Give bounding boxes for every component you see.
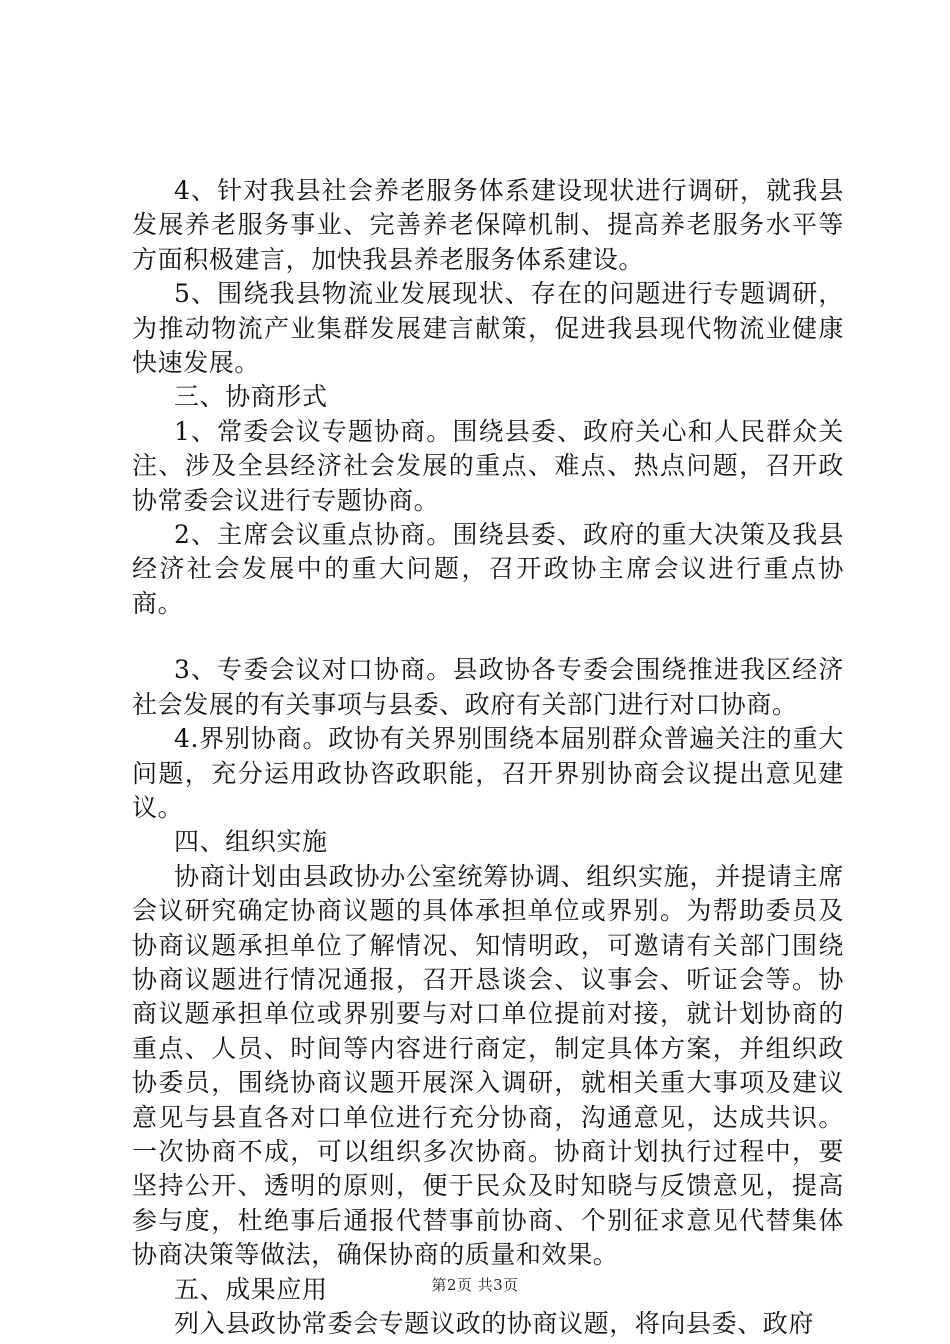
paragraph-form-3: 3、专委会议对口协商。县政协各专委会围绕推进我区经济社会发展的有关事项与县委、政府有关部门进行对口协商。: [132, 655, 844, 719]
paragraph-implementation: 协商计划由县政协办公室统筹协调、组织实施，并提请主席会议研究确定协商议题的具体承担单位或界别。为帮助委员及协商议题承担单位了解情况、知情明政，可邀请有关部门围绕协商议题进行情况通报，召开恳谈会、议事会、听证会等。协商议题承担单位或界别要与对口单位提前对接，就计划协商的重点、人员、时间等内容进行商定，制定具体方案，并组织政协委员，围绕协商议题开展深入调研，就相关重大事项及建议意见与县直各对口单位进行充分协商，沟通意见，达成共识。一次协商不成，可以组织多次协商。协商计划执行过程中，要坚持公开、透明的原则，便于民众及时知晓与反馈意见，提高参与度，杜绝事后通报代替事前协商、个别征求意见代替集体协商决策等做法，确保协商的质量和效果。: [132, 861, 844, 1270]
page-footer: 第2页 共3页: [431, 1276, 519, 1294]
paragraph-form-4: 4.界别协商。政协有关界别围绕本届别群众普遍关注的重大问题，充分运用政协咨政职能，召开界别协商会议提出意见建议。: [132, 724, 844, 822]
paragraph-results: 列入县政协常委会专题议政的协商议题，将向县委、政府: [174, 1309, 815, 1338]
document-body: [132, 174, 844, 1341]
paragraph-item-5: 5、围绕我县物流业发展现状、存在的问题进行专题调研，为推动物流产业集群发展建言献策，促进我县现代物流业健康快速发展。: [132, 279, 844, 378]
paragraph-item-4: 4、针对我县社会养老服务体系建设现状进行调研，就我县发展养老服务事业、完善养老保障机制、提高养老服务水平等方面积极建言，加快我县养老服务体系建设。: [132, 176, 844, 274]
paragraph-form-2: 2、主席会议重点协商。围绕县委、政府的重大决策及我县经济社会发展中的重大问题，召开政协主席会议进行重点协商。: [132, 520, 844, 618]
section-heading-results: 五、成果应用: [174, 1274, 328, 1304]
paragraph-form-1: 1、常委会议专题协商。围绕县委、政府关心和人民群众关注、涉及全县经济社会发展的重点、难点、热点问题，召开政协常委会议进行专题协商。: [132, 416, 844, 515]
section-heading-consultation-forms: 三、协商形式: [174, 382, 328, 412]
section-heading-implementation: 四、组织实施: [174, 827, 328, 857]
paragraph-gap: [132, 621, 844, 653]
